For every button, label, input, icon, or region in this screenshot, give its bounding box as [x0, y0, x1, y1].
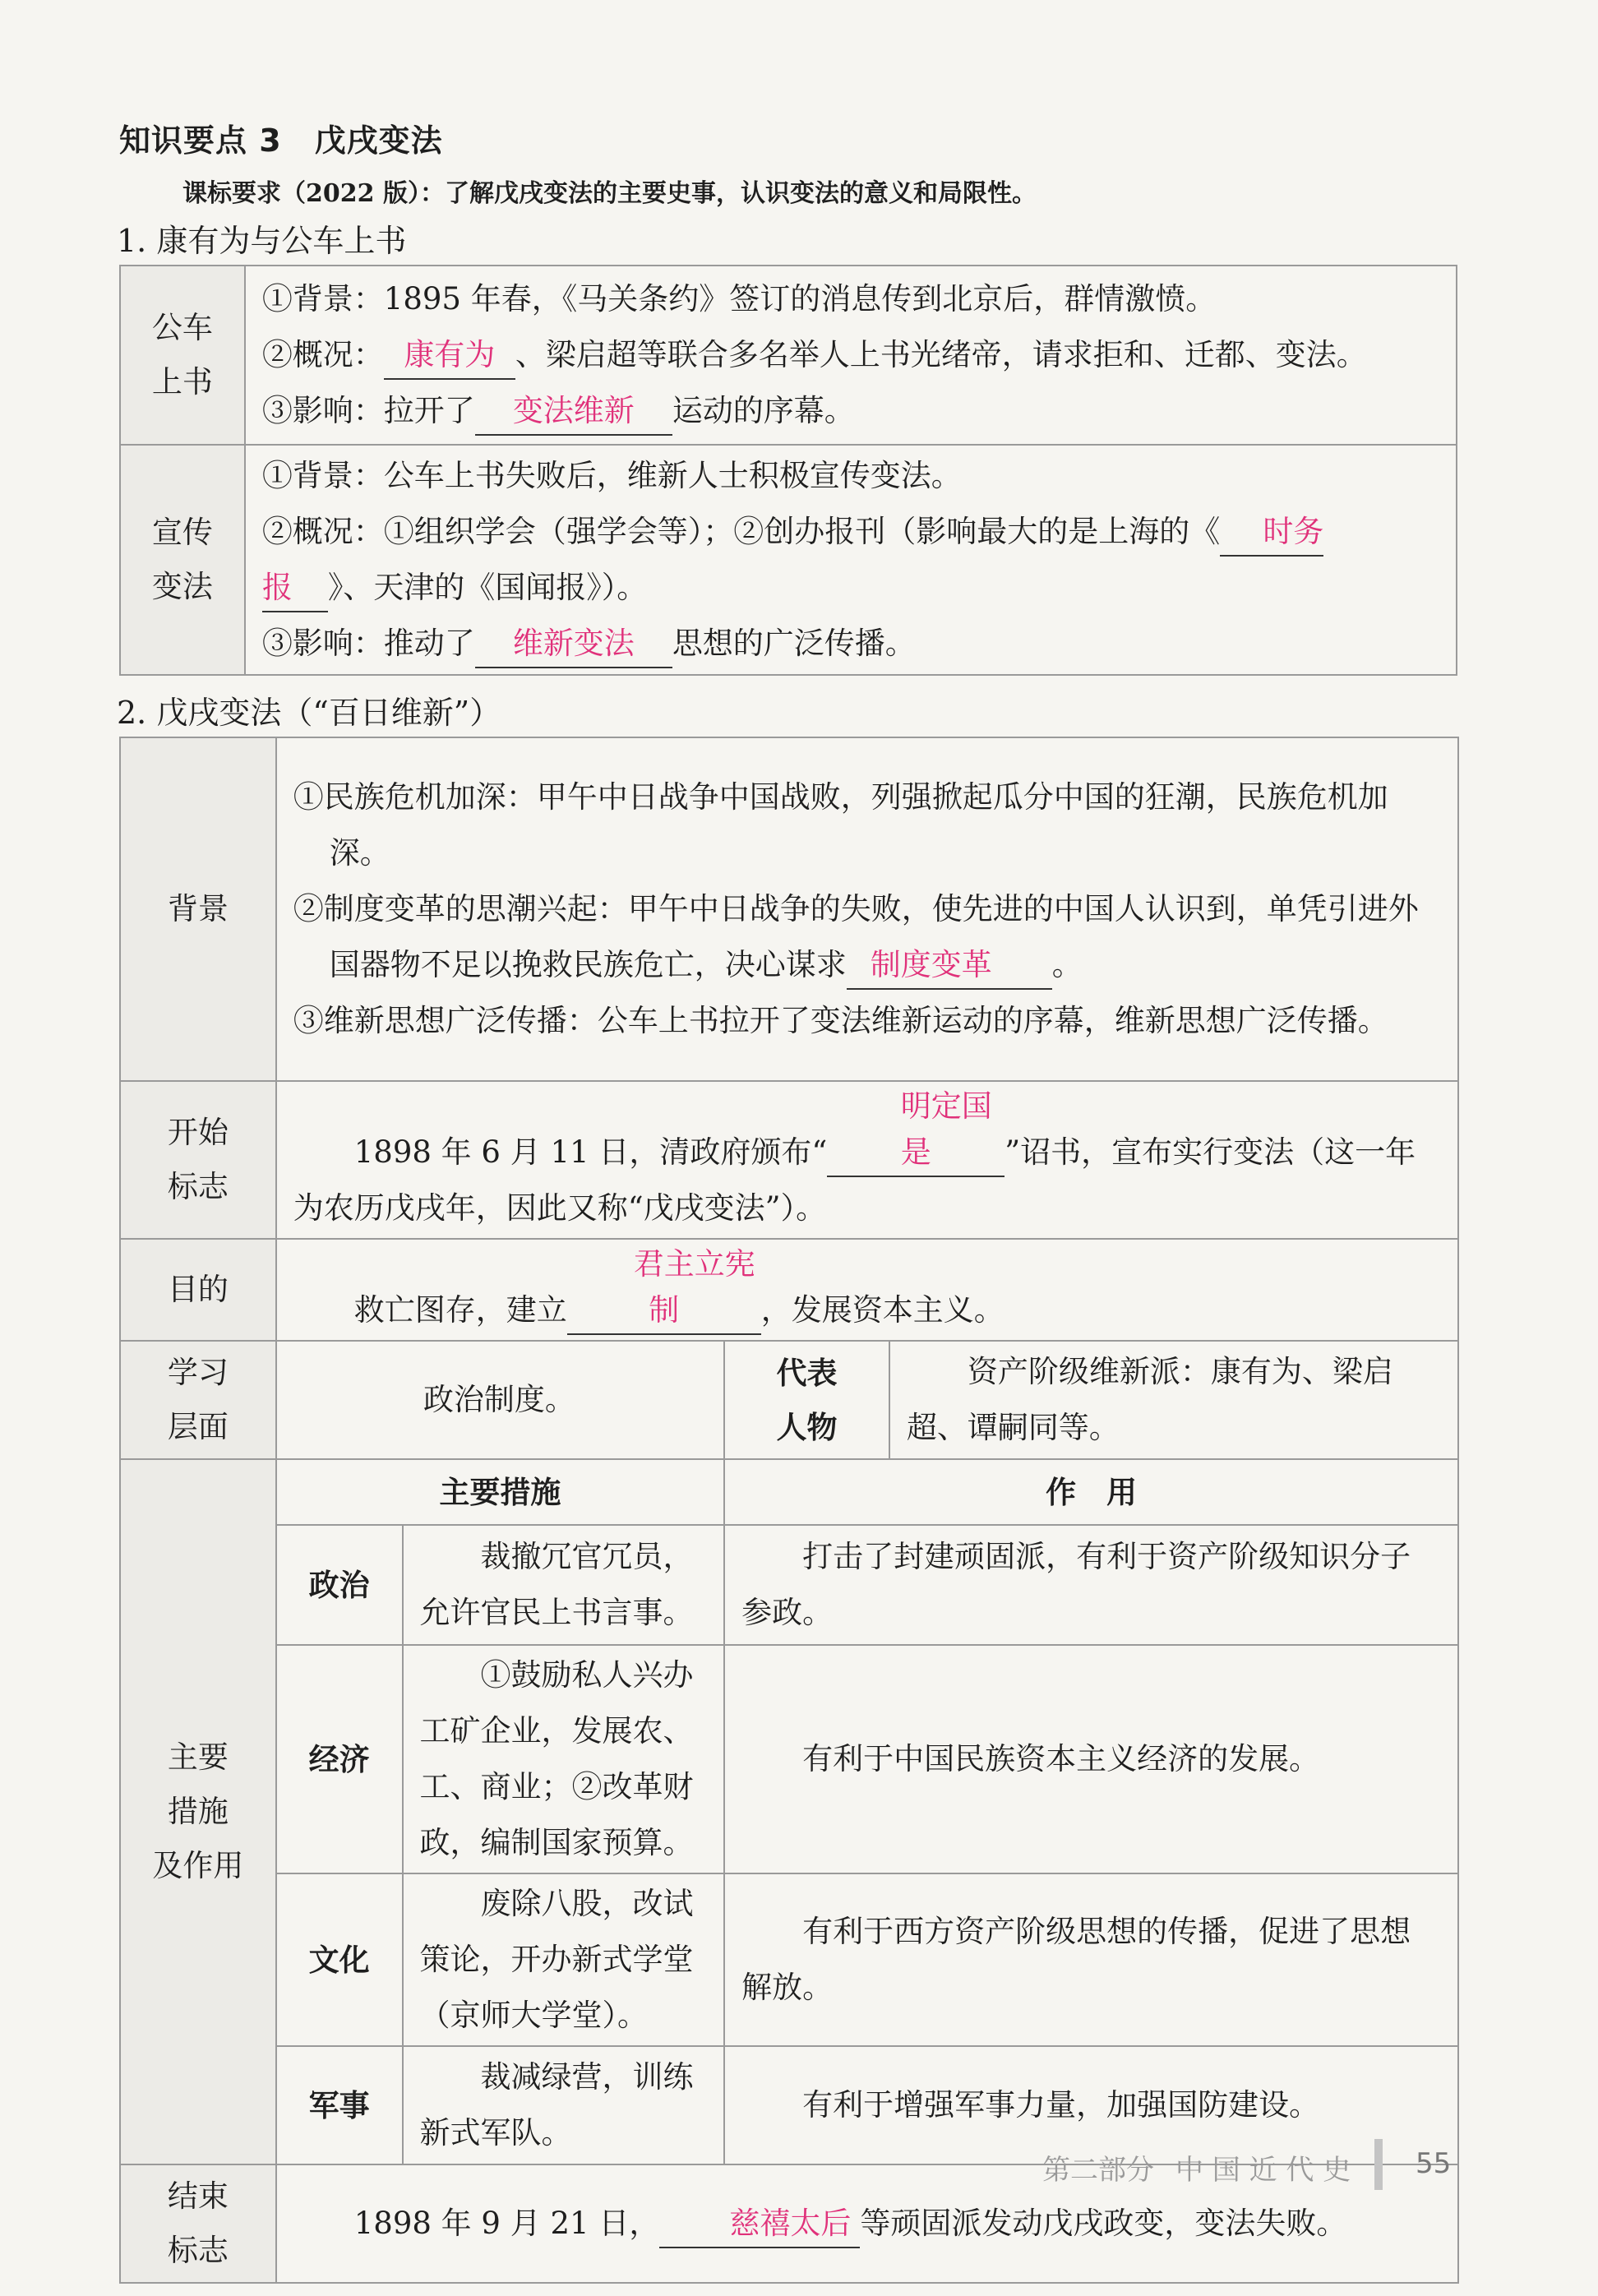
level-value: 政治制度。 — [276, 1341, 724, 1459]
table-row — [120, 1081, 1458, 1239]
answer-blank: 君主立宪制 — [567, 1241, 761, 1335]
measure-text: ①鼓励私人兴办工矿企业，发展农、工、商业；②改革财政，编制国家预算。 — [403, 1645, 725, 1873]
xuanchuan-content — [245, 445, 1457, 675]
page-number: 55 — [1416, 2147, 1452, 2180]
xuanchuan-overview: ②概况：①组织学会（强学会等）；②创办报刊（影响最大的是上海的《 时务 报 》、天津的《国闻报》）。 — [262, 504, 1438, 616]
section1-heading: 1. 康有为与公车上书 — [117, 223, 407, 259]
page-footer — [1042, 2147, 1351, 2187]
footer-subject: 中 国 近 代 史 — [1175, 2154, 1351, 2187]
section1-table — [119, 265, 1457, 676]
row-label-purpose: 目的 — [120, 1239, 276, 1341]
effect-text: 有利于西方资产阶级思想的传播，促进了思想解放。 — [724, 1873, 1458, 2046]
curriculum-requirement: 课标要求（2022 版）：了解戊戌变法的主要史事，认识变法的意义和局限性。 — [182, 179, 1037, 208]
xuanchuan-impact: ③影响：推动了 维新变法 思想的广泛传播。 — [262, 616, 1438, 672]
effect-column-header: 作 用 — [724, 1459, 1458, 1525]
answer-blank: 制度变革 — [847, 942, 1052, 990]
gongche-background: ①背景：1895 年春，《马关条约》签订的消息传到北京后，群情激愤。 — [261, 281, 1217, 316]
measures-column-header: 主要措施 — [276, 1459, 724, 1525]
gongche-impact: ③影响：拉开了 变法维新 运动的序幕。 — [262, 383, 1438, 439]
table-row — [120, 1645, 1458, 1873]
table-row — [120, 1341, 1458, 1459]
footer-part: 第二部分 — [1042, 2154, 1154, 2187]
answer-blank: 康有为 — [384, 332, 515, 380]
representatives-label: 代表 人物 — [724, 1341, 889, 1459]
answer-blank: 报 — [262, 565, 328, 612]
row-label-start: 开始 标志 — [120, 1081, 276, 1239]
effect-text: 有利于中国民族资本主义经济的发展。 — [724, 1645, 1458, 1873]
measure-text: 裁撤冗官冗员，允许官民上书言事。 — [403, 1525, 725, 1645]
xuanchuan-background: ①背景：公车上书失败后，维新人士积极宣传变法。 — [261, 458, 962, 493]
answer-blank: 变法维新 — [475, 388, 672, 436]
row-label-background: 背景 — [120, 737, 276, 1081]
start-content: 1898 年 6 月 11 日，清政府颁布“明定国是 ”诏书，宣布实行变法（这一年为农历戊戌年，因此又称“戊戌变法”）。 — [276, 1081, 1458, 1239]
background-item2: ②制度变革的思潮兴起：甲午中日战争的失败，使先进的中国人认识到，单凭引进外国器物不足以挽救民族危亡，决心谋求 制度变革 。 — [293, 881, 1439, 993]
measure-text: 裁减绿营，训练新式军队。 — [403, 2046, 725, 2164]
answer-blank: 维新变法 — [475, 621, 672, 668]
answer-blank: 慈禧太后 — [659, 2201, 860, 2248]
effect-text: 打击了封建顽固派，有利于资产阶级知识分子参政。 — [724, 1525, 1458, 1645]
end-content: 1898 年 9 月 21 日， 慈禧太后 等顽固派发动戊戌政变，变法失败。 — [276, 2164, 1458, 2283]
table-row — [120, 1873, 1458, 2046]
purpose-content: 救亡图存，建立君主立宪制 ，发展资本主义。 — [276, 1239, 1458, 1341]
background-item1: ①民族危机加深：甲午中日战争中国战败，列强掀起瓜分中国的狂潮，民族危机加深。 — [293, 779, 1388, 871]
title-label: 知识要点 3 — [119, 122, 282, 159]
table-row — [120, 445, 1457, 675]
title-name: 戊戌变法 — [314, 122, 443, 159]
row-label-level: 学习 层面 — [120, 1341, 276, 1459]
table-row — [120, 1459, 1458, 1525]
measure-field: 经济 — [276, 1645, 403, 1873]
background-content — [276, 737, 1458, 1081]
answer-blank: 明定国是 — [827, 1083, 1005, 1177]
gongche-overview: ②概况： 康有为 、梁启超等联合多名举人上书光绪帝，请求拒和、迁都、变法。 — [262, 327, 1438, 383]
measure-field: 政治 — [276, 1525, 403, 1645]
section2-heading: 2. 戊戌变法（“百日维新”） — [117, 695, 501, 731]
row-label-gongche: 公车 上书 — [120, 266, 245, 445]
row-label-xuanchuan: 宣传 变法 — [120, 445, 245, 675]
measure-field: 军事 — [276, 2046, 403, 2164]
table-row — [120, 266, 1457, 445]
answer-blank: 时务 — [1220, 509, 1323, 557]
gongche-content — [245, 266, 1457, 445]
table-row — [120, 1239, 1458, 1341]
section2-table — [119, 737, 1459, 2284]
measure-field: 文化 — [276, 1873, 403, 2046]
footer-divider — [1374, 2139, 1383, 2190]
row-label-end: 结束 标志 — [120, 2164, 276, 2283]
table-row — [120, 1525, 1458, 1645]
measure-text: 废除八股，改试策论，开办新式学堂（京师大学堂）。 — [403, 1873, 725, 2046]
page-title — [119, 115, 443, 160]
effect-text: 有利于增强军事力量，加强国防建设。 — [724, 2046, 1458, 2164]
table-row — [120, 737, 1458, 1081]
row-label-measures: 主要 措施 及作用 — [120, 1459, 276, 2164]
background-item3: ③维新思想广泛传播：公车上书拉开了变法维新运动的序幕，维新思想广泛传播。 — [293, 1003, 1388, 1038]
representatives-value: 资产阶级维新派：康有为、梁启超、谭嗣同等。 — [889, 1341, 1458, 1459]
